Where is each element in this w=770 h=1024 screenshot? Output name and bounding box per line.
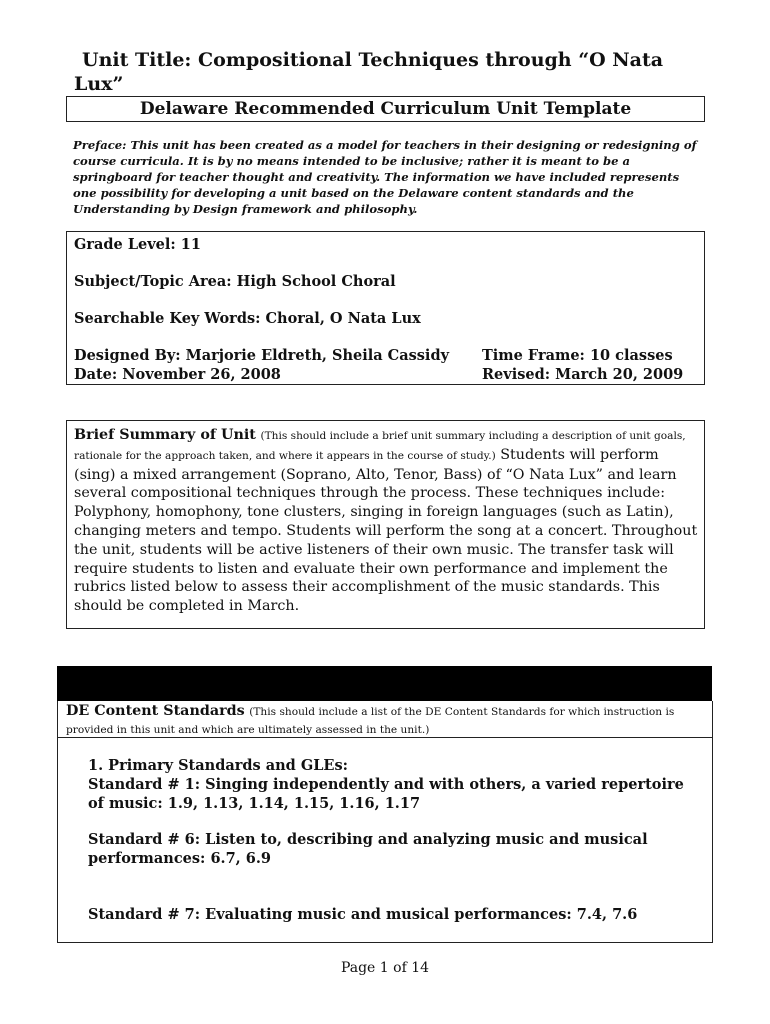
revised-date: Revised: March 20, 2009 <box>482 366 684 383</box>
grade-level: Grade Level: 11 <box>74 236 201 253</box>
unit-title-line-1: Unit Title: Compositional Techniques through “O Nata <box>82 49 664 71</box>
summary-content <box>74 426 701 616</box>
template-heading: Delaware Recommended Curriculum Unit Template <box>66 96 705 122</box>
standards-divider <box>58 737 712 738</box>
unit-title <box>74 48 694 96</box>
standards-header <box>66 703 706 739</box>
summary-note: (This should include a brief unit summary including a description of unit goals, rationale for the approach taken, and where it appears in the course of study.) <box>74 430 686 462</box>
summary-body: Students will perform (sing) a mixed arrangement (Soprano, Alto, Tenor, Bass) of “O Nata Lux” and learn several compositional techniques through the process. These techniques include: Polyphony, homophony, tone clusters, singing in foreign languages (such as Latin), changing meters and tempo. Students will perform the song at a concert. Throughout the unit, students will be active listeners of their own music. The transfer task will require students to listen and evaluate their own performance and implement the rubrics listed below to assess their accomplishment of the music standards. This should be completed in March. <box>74 446 698 615</box>
standard-7: Standard # 7: Evaluating music and musical performances: 7.4, 7.6 <box>88 906 638 923</box>
standards-heading: DE Content Standards <box>66 703 245 719</box>
unit-title-line-2: Lux” <box>74 73 124 95</box>
standard-6: Standard # 6: Listen to, describing and analyzing music and musical performances: 6.7, 6.9 <box>88 831 648 867</box>
unit-info-box <box>66 231 705 385</box>
primary-standards-label: 1. Primary Standards and GLEs: <box>88 757 348 774</box>
standards-box <box>57 701 713 943</box>
key-words: Searchable Key Words: Choral, O Nata Lux <box>74 310 421 327</box>
designed-by: Designed By: Marjorie Eldreth, Sheila Cassidy <box>74 347 450 364</box>
date: Date: November 26, 2008 <box>74 366 281 383</box>
standards-note: (This should include a list of the DE Content Standards for which instruction is provided in this unit and which are ultimately assessed in the unit.) <box>66 706 675 736</box>
standard-1: Standard # 1: Singing independently and with others, a varied repertoire of music: 1.9, 1.13, 1.14, 1.15, 1.16, 1.17 <box>88 776 684 812</box>
section-header-bar <box>57 666 712 701</box>
summary-heading: Brief Summary of Unit <box>74 427 256 443</box>
subject-area: Subject/Topic Area: High School Choral <box>74 273 396 290</box>
preface-text: Preface: This unit has been created as a model for teachers in their designing or redesigning of course curricula. It is by no means intended to be inclusive; rather it is meant to be a springboard for teacher thought and creativity. The information we have included represents one possibility for developing a unit based on the Delaware content standards and the Understanding by Design framework and philosophy. <box>73 138 697 216</box>
summary-box <box>66 420 705 629</box>
time-frame: Time Frame: 10 classes <box>482 347 673 364</box>
page-number: Page 1 of 14 <box>340 960 430 976</box>
